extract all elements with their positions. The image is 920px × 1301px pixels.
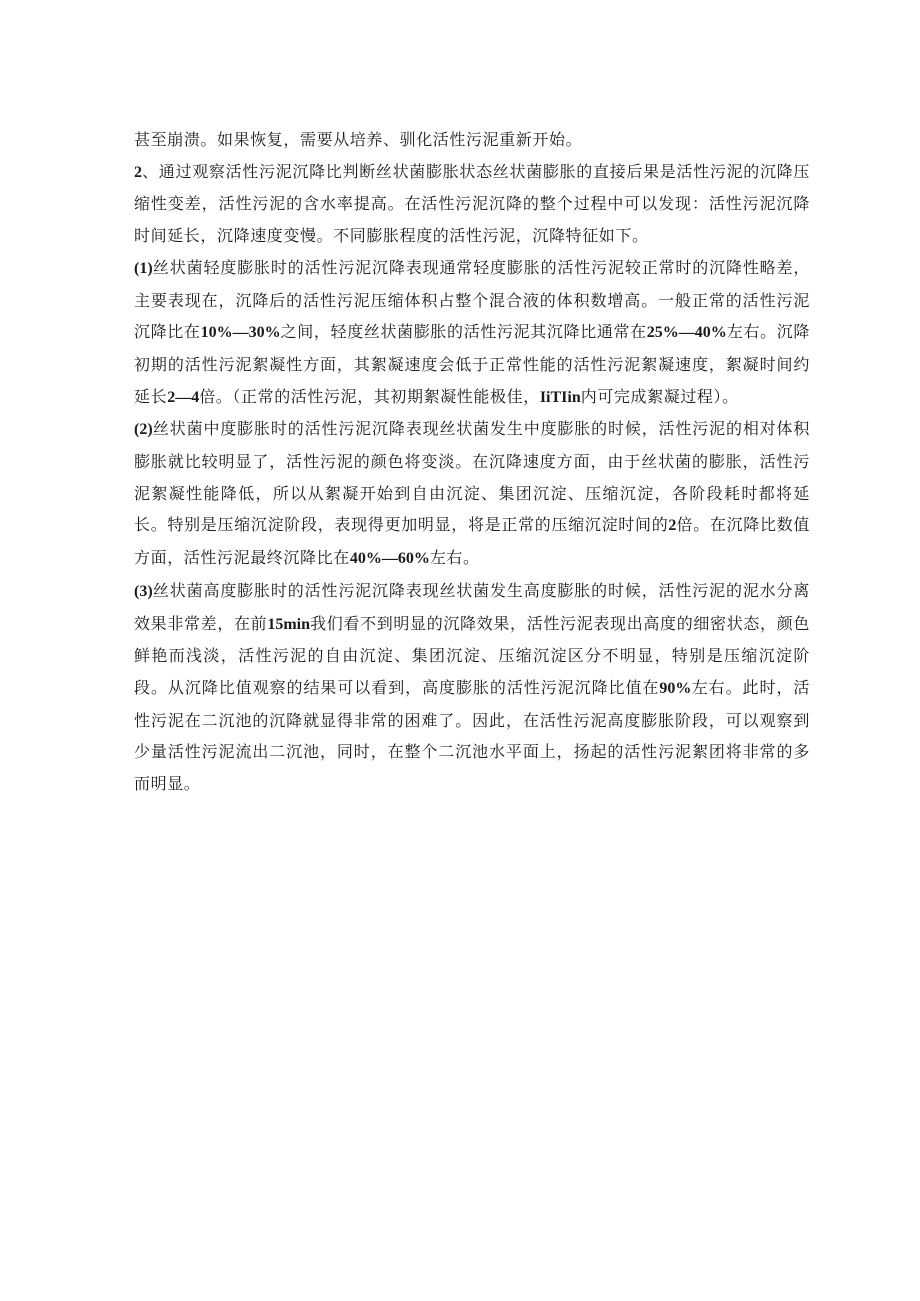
bold-value: 40%—60% bbox=[349, 550, 430, 568]
text-run: 左右。 bbox=[429, 548, 480, 568]
paragraph-item-1-mild bbox=[134, 252, 810, 414]
document-body bbox=[134, 124, 810, 800]
text-run: 倍。在沉降比数值方面，活性污泥最终沉降比在 bbox=[134, 515, 810, 568]
paragraph-item-3-severe bbox=[134, 575, 810, 800]
bold-value: IiTIin bbox=[539, 388, 581, 406]
text-run: 甚至崩溃。如果恢复，需要从培养、驯化活性污泥重新开始。 bbox=[134, 130, 583, 149]
item-number: (2) bbox=[134, 421, 153, 439]
paragraph-item-2-moderate bbox=[134, 413, 810, 575]
paragraph-item-2 bbox=[134, 156, 810, 252]
text-run: 倍。（正常的活性污泥，其初期絮凝性能极佳， bbox=[199, 386, 540, 406]
text-run: 、通过观察活性污泥沉降比判断丝状菌膨胀状态丝状菌膨胀的直接后果是活性污泥的沉降压缩性变差，活性污泥的含水率提高。在活性污泥沉降的整个过程中可以发现：活性污泥沉降时间延长，沉降速度变慢。不同膨胀程度的活性污泥，沉降特征如下。 bbox=[134, 161, 810, 246]
text-run: 之间，轻度丝状菌膨胀的活性污泥其沉降比通常在 bbox=[280, 322, 647, 342]
text-run: 丝状菌中度膨胀时的活性污泥沉降表现丝状菌发生中度膨胀的时候，活性污泥的相对体积膨胀就比较明显了，活性污泥的颜色将变淡。在沉降速度方面，由于丝状菌的膨胀，活性污泥絮凝性能降低，所以从絮凝开始到自由沉淀、集团沉淀、压缩沉淀，各阶段耗时都将延长。特别是压缩沉淀阶段，表现得更加明显，将是正常的压缩沉淀时间的 bbox=[134, 419, 810, 535]
item-number: 2 bbox=[134, 163, 142, 181]
item-number: (1) bbox=[134, 259, 153, 277]
text-run: 丝状菌高度膨胀时的活性污泥沉降表现丝状菌发生高度膨胀的时候，活性污泥的泥水分离效果非常差，在前 bbox=[134, 580, 810, 633]
item-number: (3) bbox=[134, 582, 153, 600]
text-run: 我们看不到明显的沉降效果，活性污泥表现出高度的细密状态，颜色鲜艳而浅淡，活性污泥的自由沉淀、集团沉淀、压缩沉淀区分不明显，特别是压缩沉淀阶段。从沉降比值观察的结果可以看到，高度膨胀的活性污泥沉降比值在 bbox=[134, 613, 810, 697]
bold-value: 2 bbox=[668, 517, 677, 535]
bold-value: 90% bbox=[659, 679, 692, 697]
bold-value: 10%—30% bbox=[200, 324, 281, 342]
bold-value: 2—4 bbox=[167, 388, 200, 406]
bold-value: 25%—40% bbox=[646, 324, 727, 342]
text-run: 左右。沉降初期的活性污泥絮凝性方面，其絮凝速度会低于正常性能的活性污泥絮凝速度，絮凝时间约延长 bbox=[134, 322, 810, 406]
text-run: 左右。此时，活性污泥在二沉池的沉降就显得非常的困难了。因此，在活性污泥高度膨胀阶段，可以观察到少量活性污泥流出二沉池，同时，在整个二沉池水平面上，扬起的活性污泥絮团将非常的多而明显。 bbox=[134, 677, 810, 794]
bold-value: 15min bbox=[267, 615, 310, 633]
text-run: 内可完成絮凝过程）。 bbox=[580, 386, 739, 406]
text-run: 丝状菌轻度膨胀时的活性污泥沉降表现通常轻度膨胀的活性污泥较正常时的沉降性略差，主要表现在，沉降后的活性污泥压缩体积占整个混合液的体积数增高。一般正常的活性污泥沉降比在 bbox=[134, 257, 810, 342]
paragraph-continuation bbox=[134, 124, 810, 156]
